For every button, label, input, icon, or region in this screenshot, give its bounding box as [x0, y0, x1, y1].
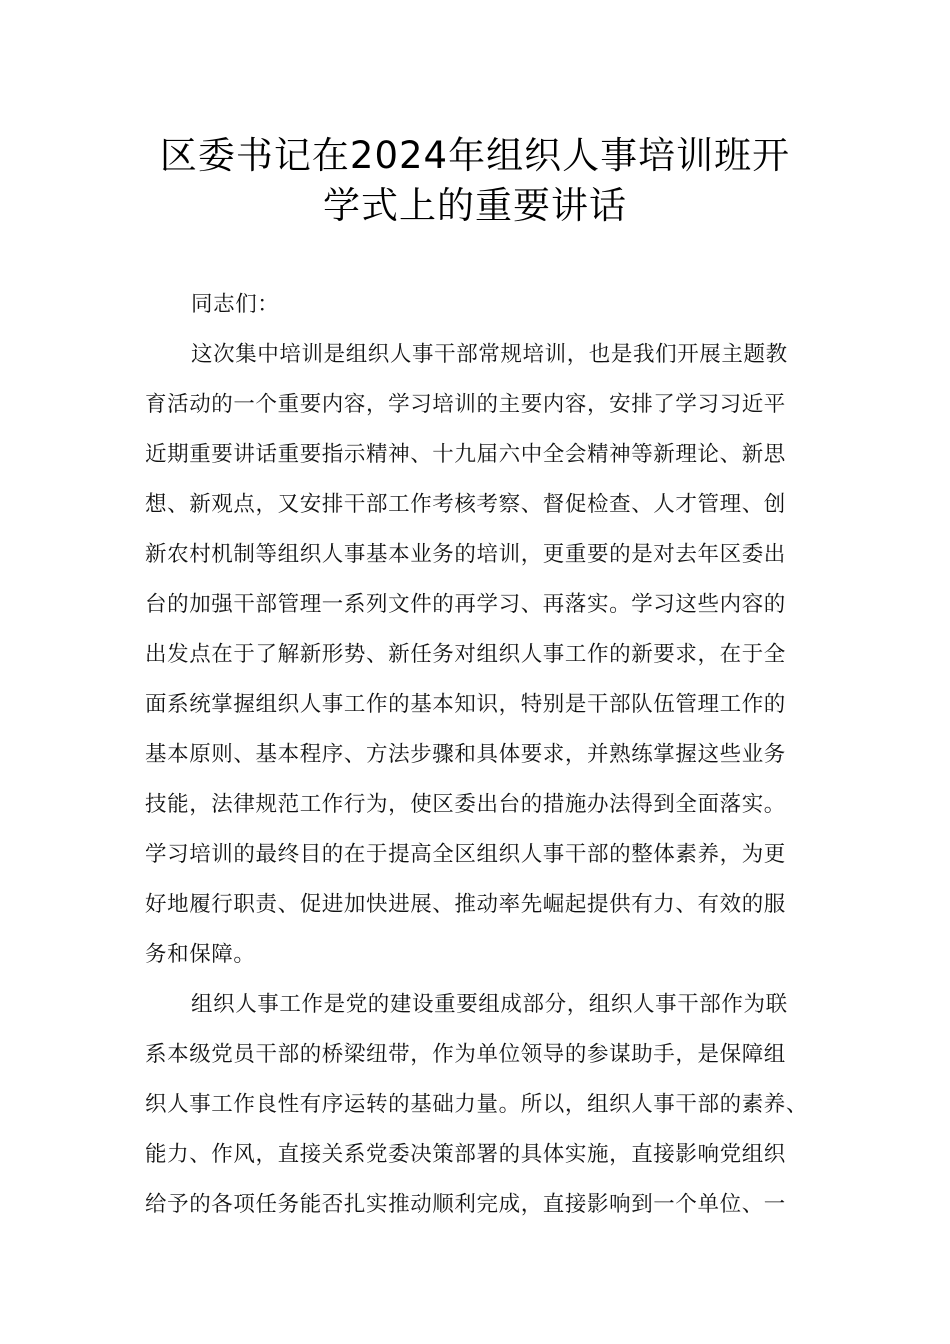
text-line: 组织人事工作是党的建设重要组成部分，组织人事干部作为联 — [191, 992, 788, 1017]
text-line: 想、新观点，又安排干部工作考核考察、督促检查、人才管理、创 — [145, 492, 786, 517]
document-body — [145, 280, 835, 1230]
text-line: 能力、作风，直接关系党委决策部署的具体实施，直接影响党组织 — [145, 1142, 786, 1167]
text-line: 台的加强干部管理一系列文件的再学习、再落实。学习这些内容的 — [145, 592, 786, 617]
text-line: 基本原则、基本程序、方法步骤和具体要求，并熟练掌握这些业务 — [145, 742, 786, 767]
text-line: 育活动的一个重要内容，学习培训的主要内容，安排了学习习近平 — [145, 392, 786, 417]
text-line: 学习培训的最终目的在于提高全区组织人事干部的整体素养，为更 — [145, 842, 786, 867]
text-line: 务和保障。 — [145, 942, 256, 967]
text-line: 系本级党员干部的桥梁纽带，作为单位领导的参谋助手，是保障组 — [145, 1042, 786, 1067]
text-line: 这次集中培训是组织人事干部常规培训，也是我们开展主题教 — [191, 342, 788, 367]
document-title-line-1: 区委书记在2024年组织人事培训班开 — [159, 134, 791, 177]
text-line: 出发点在于了解新形势、新任务对组织人事工作的新要求，在于全 — [145, 642, 786, 667]
text-line: 近期重要讲话重要指示精神、十九届六中全会精神等新理论、新思 — [145, 442, 786, 467]
text-line: 面系统掌握组织人事工作的基本知识，特别是干部队伍管理工作的 — [145, 692, 786, 717]
text-line: 技能，法律规范工作行为，使区委出台的措施办法得到全面落实。 — [145, 792, 786, 817]
text-line: 好地履行职责、促进加快进展、推动率先崛起提供有力、有效的服 — [145, 892, 786, 917]
text-line: 新农村机制等组织人事基本业务的培训，更重要的是对去年区委出 — [145, 542, 786, 567]
document-title-line-2: 学式上的重要讲话 — [323, 184, 627, 227]
text-line: 织人事工作良性有序运转的基础力量。所以，组织人事干部的素养、 — [145, 1092, 809, 1117]
text-line: 同志们： — [191, 292, 280, 317]
text-line: 给予的各项任务能否扎实推动顺利完成，直接影响到一个单位、一 — [145, 1192, 786, 1217]
